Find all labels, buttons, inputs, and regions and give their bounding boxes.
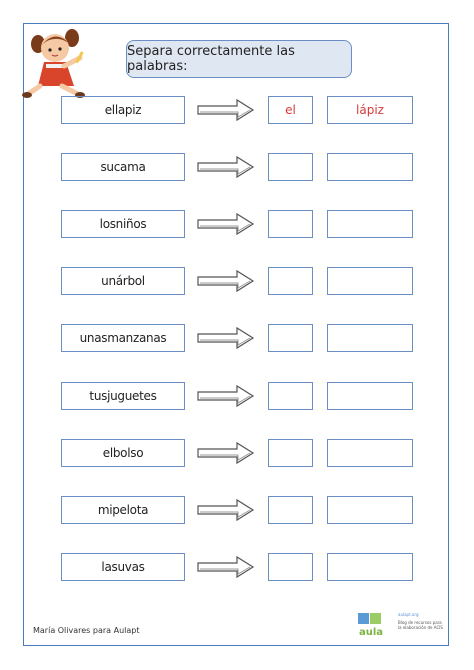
- joined-word-box: lasuvas: [61, 553, 185, 581]
- joined-word-box: mipelota: [61, 496, 185, 524]
- joined-word-box: losniños: [61, 210, 185, 238]
- answer-box-first-word[interactable]: [268, 153, 313, 181]
- answer-box-first-word[interactable]: [268, 210, 313, 238]
- instruction-text: Separa correctamente las palabras:: [127, 44, 295, 74]
- right-arrow-icon: [197, 498, 255, 522]
- right-arrow-icon: [197, 155, 255, 179]
- exercise-row: [0, 439, 474, 469]
- joined-word-box: unasmanzanas: [61, 324, 185, 352]
- answer-box-first-word[interactable]: [268, 267, 313, 295]
- exercise-row: [0, 382, 474, 412]
- footer-site: aulapt.org: [398, 612, 419, 617]
- answer-box-first-word[interactable]: [268, 324, 313, 352]
- joined-word-box: ellapiz: [61, 96, 185, 124]
- right-arrow-icon: [197, 326, 255, 350]
- joined-word-box: unárbol: [61, 267, 185, 295]
- logo-text: aula: [359, 627, 384, 638]
- answer-box-second-word[interactable]: [327, 267, 413, 295]
- answer-box-second-word[interactable]: [327, 210, 413, 238]
- answer-box-first-word[interactable]: [268, 439, 313, 467]
- exercise-row: [0, 324, 474, 354]
- right-arrow-icon: [197, 98, 255, 122]
- answer-box-second-word[interactable]: [327, 496, 413, 524]
- right-arrow-icon: [197, 555, 255, 579]
- exercise-row: [0, 96, 474, 126]
- exercise-row: [0, 496, 474, 526]
- joined-word-box: tusjuguetes: [61, 382, 185, 410]
- exercise-row: [0, 553, 474, 583]
- exercise-row: [0, 153, 474, 183]
- answer-box-second-word[interactable]: [327, 553, 413, 581]
- right-arrow-icon: [197, 269, 255, 293]
- answer-box-second-word[interactable]: lápiz: [327, 96, 413, 124]
- exercise-row: [0, 267, 474, 297]
- answer-box-second-word[interactable]: [327, 153, 413, 181]
- right-arrow-icon: [197, 212, 255, 236]
- answer-box-second-word[interactable]: [327, 382, 413, 410]
- footer-author: María Olivares para Aulapt: [33, 626, 140, 635]
- instruction-title: [126, 40, 352, 78]
- aulapt-logo-icon: [356, 611, 396, 639]
- right-arrow-icon: [197, 441, 255, 465]
- exercise-row: [0, 210, 474, 240]
- answer-box-second-word[interactable]: [327, 439, 413, 467]
- girl-illustration-icon: [22, 24, 100, 102]
- joined-word-box: elbolso: [61, 439, 185, 467]
- answer-box-second-word[interactable]: [327, 324, 413, 352]
- answer-box-first-word[interactable]: [268, 553, 313, 581]
- footer-blurb: Blog de recursos para la elaboración de ACIS: [398, 620, 443, 630]
- right-arrow-icon: [197, 384, 255, 408]
- answer-box-first-word[interactable]: el: [268, 96, 313, 124]
- joined-word-box: sucama: [61, 153, 185, 181]
- answer-box-first-word[interactable]: [268, 496, 313, 524]
- answer-box-first-word[interactable]: [268, 382, 313, 410]
